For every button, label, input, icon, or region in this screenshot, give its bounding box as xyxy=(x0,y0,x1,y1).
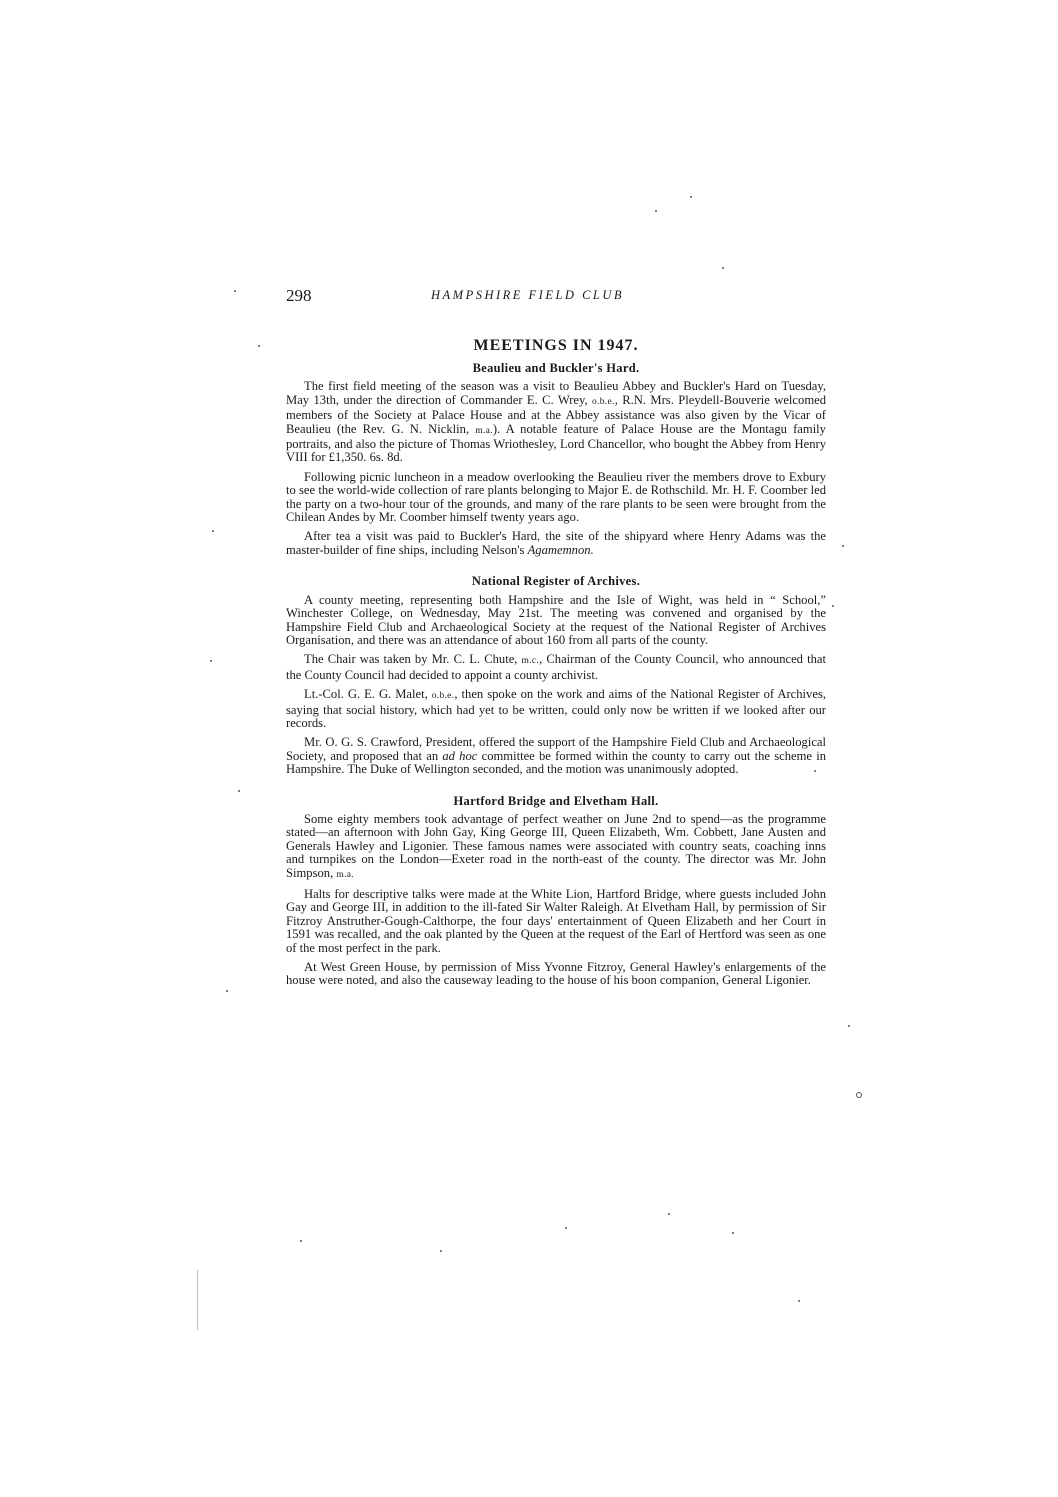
scan-speck xyxy=(565,1227,567,1229)
section-heading-hartford-bridge: Hartford Bridge and Elvetham Hall. xyxy=(453,793,659,808)
scan-speck xyxy=(732,1232,734,1234)
scan-speck xyxy=(722,267,724,269)
scan-speck xyxy=(690,196,692,198)
post-nominal: m.c. xyxy=(521,656,540,667)
scan-speck xyxy=(238,790,240,792)
text-run: ). A notable feature of Palace House are the Montagu family portraits, and also the picture of Thomas Wriothesley, Lord Chancellor, who bought the Abbey from Henry VIII for £1,350. 6s. 8d. xyxy=(286,421,826,465)
scan-speck xyxy=(258,345,260,347)
post-nominal: o.b.e. xyxy=(431,691,455,702)
post-nominal: o.b.e. xyxy=(592,396,615,407)
text-run: , Chairman of the County Council, who announced that the County Council had decided to appoint a county archivist. xyxy=(286,652,826,682)
page-number: 298 xyxy=(286,286,312,305)
journal-title: HAMPSHIRE FIELD CLUB xyxy=(431,288,625,302)
scan-speck xyxy=(668,1213,670,1215)
text-run: After tea a visit was paid to Buckler's Hard, the site of the shipyard where Henry Adams was the master-builder of fine ships, including Nelson's xyxy=(286,529,826,557)
paragraph: Halts for descriptive talks were made at the White Lion, Hartford Bridge, where guests included John Gay and George III, in addition to the ill-fated Sir Walter Raleigh. At Elvetham Hall, by permission of Sir Fitzroy Anstruther-Gough-Calthorpe, the four days' entertainment of Queen Elizabeth and her Court in 1591 was recalled, and the oak planted by the Queen at the request of the Earl of Hertford was seen as one of the most perfect in the park. xyxy=(286,887,826,955)
scan-speck xyxy=(856,1092,862,1098)
paragraph xyxy=(286,736,826,776)
text-run: , R.N. Mrs. Pleydell-Bouverie welcomed members of the Society at Palace House and at the Abbey assistance was also given by the Vicar of Beaulieu (the Rev. G. N. Nicklin, xyxy=(286,392,827,436)
running-head xyxy=(286,286,826,306)
scan-speck xyxy=(300,1240,302,1242)
text-run: Mr. O. G. S. Crawford, President, offered the support of the Hampshire Field Club and Archaeological Society, and proposed that an xyxy=(286,735,826,763)
italic-phrase: ad hoc xyxy=(442,748,478,763)
paragraph xyxy=(286,653,826,682)
paragraph xyxy=(286,380,826,464)
scan-speck xyxy=(832,605,834,607)
scan-speck xyxy=(848,1025,850,1027)
ship-name: Agamemnon. xyxy=(527,542,594,557)
scan-speck xyxy=(440,1250,442,1252)
text-run: Lt.-Col. G. E. G. Malet, xyxy=(304,687,432,702)
paragraph xyxy=(286,530,826,557)
scan-speck xyxy=(234,290,236,292)
scan-edge-line xyxy=(197,1270,198,1330)
section-heading-national-register: National Register of Archives. xyxy=(471,574,641,589)
scan-speck xyxy=(842,545,844,547)
post-nominal: m.a. xyxy=(336,869,354,880)
text-column xyxy=(286,362,826,994)
post-nominal: m.a. xyxy=(475,425,493,436)
paragraph xyxy=(286,813,826,882)
text-run: committee be formed within the county to carry out the scheme in Hampshire. The Duke of Wellington seconded, and the motion was unanimously adopted. xyxy=(286,748,827,777)
page-title: MEETINGS IN 1947. xyxy=(473,337,639,354)
scan-speck xyxy=(814,770,816,772)
scan-speck xyxy=(655,210,657,212)
section-heading-beaulieu: Beaulieu and Buckler's Hard. xyxy=(472,361,640,375)
scan-speck xyxy=(210,660,212,662)
scan-speck xyxy=(226,990,228,992)
text-run: Some eighty members took advantage of perfect weather on June 2nd to spend—as the programme stated—an afternoon with John Gay, King George III, Queen Elizabeth, Wm. Cobbett, Jane Austen and Generals Hawley and Ligonier. These famous names were associated with country seats, coaching inns and turnpikes on the London—Exeter road in the north-east of the county. The director was Mr. John Simpson, xyxy=(286,811,826,880)
paragraph: Following picnic luncheon in a meadow overlooking the Beaulieu river the members drove to Exbury to see the world-wide collection of rare plants belonging to Major E. de Rothschild. Mr. H. F. Coomber led the party on a two-hour tour of the grounds, and many of the rare plants to be seen were brought from the Chilean Andes by Mr. Coomber himself twenty years ago. xyxy=(286,469,826,525)
paragraph: A county meeting, representing both Hampshire and the Isle of Wight, was held in “ School,” Winchester College, on Wednesday, May 21st. The meeting was convened and organised by the Hampshire Field Club and Archaeological Society at the request of the National Register of Archives Organisation, and there was an attendance of about 160 from all parts of the county. xyxy=(286,592,826,647)
scan-speck xyxy=(798,1300,800,1302)
paragraph: At West Green House, by permission of Miss Yvonne Fitzroy, General Hawley's enlargements of the house were noted, and also the causeway leading to the house of his boon companion, General Ligonier. xyxy=(286,960,826,988)
scan-speck xyxy=(212,530,214,532)
text-run: , then spoke on the work and aims of the National Register of Archives, saying that social history, which had yet to be written, could only now be written if we looked after our records. xyxy=(286,687,826,730)
text-run: The first field meeting of the season was a visit to Beaulieu Abbey and Buckler's Hard on Tuesday, May 13th, under the direction of Commander E. C. Wrey, xyxy=(286,379,826,407)
text-run: The Chair was taken by Mr. C. L. Chute, xyxy=(304,652,522,667)
paragraph xyxy=(286,688,826,730)
